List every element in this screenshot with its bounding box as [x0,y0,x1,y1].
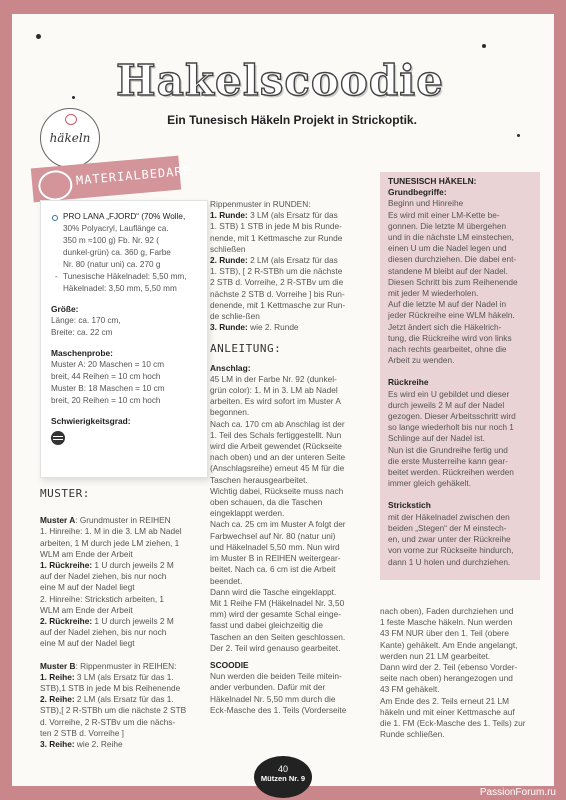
scoodie-continued-line: seite nach oben) herangezogen und [380,673,513,684]
grund-line: tung, die Rückreihe wird von links [388,332,512,343]
gauge-heading: Maschenprobe: [51,348,113,358]
anleitung-heading: ANLEITUNG: [210,342,282,356]
anschlag-line: im Muster B in REIHEN weitergear- [210,553,341,564]
anschlag-line: und Häkelnadel 5,50 mm. Nun wird [210,541,340,552]
grund-line: gonnen. Die letzte M übergehen [388,220,507,231]
scoodie-continued-line: Kante) gehäkelt. Am Ende angelangt, [380,639,518,650]
rippen-line: 1. STB) 1 STB in jede M bis Runde- [210,221,342,232]
muster-b-line: 2. Reihe: 2 LM (als Ersatz für das 1. [40,694,174,705]
bold-term: 2. Runde: [210,255,248,266]
anschlag-line: grün color): 1. M in 3. LM ab Nadel [210,385,338,396]
magazine-name: Mützen Nr. 9 [260,774,306,783]
muster-b-line: STB),1 STB in jede M bis Reihenende [40,683,181,694]
muster-a-line: eine M auf der Nadel liegt [40,582,135,593]
muster-b-line: STB),[ 2 R-STBh um die nächste 2 STB [40,705,187,716]
material-card [40,200,208,478]
anschlag-line: mm) wird der gesamte Schal einge- [210,609,341,620]
tool-line: Häkelnadel: 3,50 mm, 5,50 mm [63,284,177,293]
tool-entry [51,271,201,295]
muster-b-block [40,661,204,751]
yarn-line: PRO LANA „FJORD“ (70% Wolle, [63,212,186,221]
rippen-line: nende, mit 1 Kettmasche zur Runde [210,232,343,243]
rippen-line: denende, mit 1 Kettmasche zur Run- [210,299,346,310]
grund-line: Auf die letzte M auf der Nadel in [388,299,507,310]
grund-line: diesen durchziehen. Die dabei ent- [388,254,517,265]
rueck-line: die erste Musterreihe kann gear- [388,455,508,466]
scoodie-line: Häkelnadel Nr. 5,50 mm durch die [210,693,336,704]
badge-label: häkeln [49,131,91,145]
grund-line: einen U um die Nadel legen und [388,243,507,254]
ink-splatter [36,34,41,39]
rueck-line: beitet werden. Rückreihen werden [388,467,514,478]
anschlag-heading: Anschlag: [210,362,251,373]
grund-line: jeder Rückreihe eine WLM häkeln. [388,310,515,321]
muster-a-line: WLM am Ende der Arbeit [40,604,133,615]
bold-term: 1. Reihe: [40,671,75,682]
rippen-line: 2 STB d. Vorreihe, 2 R-STBv um die [210,277,344,288]
muster-b-line: d. Vorreihe, 2 R-STBv um die nächs- [40,716,176,727]
strick-heading: Strickstich [388,500,431,511]
scoodie-continued-line: Dann wird der 2. Teil (ebenso Vorder- [380,662,518,673]
scoodie-continued-line: Am Ende des 2. Teils erneut 21 LM [380,695,509,706]
bold-term: 1. Rückreihe: [40,560,93,571]
anschlag-line: nach oben) und an der unteren Seite [210,452,346,463]
anschlag-line: Dann wird die Tasche eingeklappt. [210,586,337,597]
rippen-line: de schlie-ßen [210,311,260,322]
anschlag-line: wird die Arbeit gewendet (Rückseite [210,441,342,452]
rueck-heading: Rückreihe [388,377,429,388]
scoodie-continued-line: 43 FM gehäkelt. [380,684,440,695]
anschlag-line: arbeiten. Es wird sofort im Muster A [210,396,341,407]
muster-heading: MUSTER: [40,487,90,500]
anschlag-line: Mit 1 Reihe FM (Häkelnadel Nr. 3,50 [210,597,345,608]
size-line: Länge: ca. 170 cm, [51,316,121,325]
muster-a-line: auf der Nadel ziehen, bis nur noch [40,571,167,582]
difficulty-heading: Schwierigkeitsgrad: [51,416,131,426]
anschlag-text [210,374,372,654]
material-banner-label: MATERIALBEDARF [75,163,192,188]
grund-text [388,198,536,366]
gauge-line: Muster A: 20 Maschen = 10 cm [51,360,165,369]
muster-b-line: 1. Reihe: 3 LM (als Ersatz für das 1. [40,671,174,682]
muster-a-line: Muster A: Grundmuster in REIHEN [40,515,171,526]
tunesisch-heading: TUNESISCH HÄKELN: [388,176,477,186]
strick-line: en, und zwar unter der Rückreihe [388,534,511,545]
middle-column [210,199,372,716]
rippen-runden-block [210,199,372,333]
rueck-line: durch jeweils 2 M auf der Nadel [388,399,505,410]
rippen-line: schließen [210,243,246,254]
anschlag-line: fasst und dabei gleichzeitig die [210,620,324,631]
scoodie-continued-line: nach oben), Faden durchziehen und [380,606,514,616]
bold-term: 2. Reihe: [40,694,75,705]
page-title: Hakelscoodie [116,56,444,105]
yarn-line: dunkel-grün) ca. 360 g, Farbe [63,248,171,257]
bold-term: 3. Runde: [210,322,248,333]
size-heading: Größe: [51,304,79,314]
grund-line: Es wird mit einer LM-Kette be- [388,209,500,220]
ink-splatter [517,134,520,137]
watermark: PassionForum.ru [479,787,556,798]
rippen-line: 1. Runde: 3 LM (als Ersatz für das [210,210,338,221]
ink-splatter [482,44,486,48]
scoodie-continued [380,606,542,740]
yarn-line: 350 m ≈100 g) Fb. Nr. 92 ( [63,236,159,245]
page-subtitle: Ein Tunesisch Häkeln Projekt in Strickoptik. [167,113,417,127]
yarn-line: Nr. 80 (natur uni) ca. 270 g [63,260,161,269]
muster-a-line: WLM am Ende der Arbeit [40,548,133,559]
anschlag-line: begonnen. [210,407,250,418]
anschlag-line: Nach ca. 25 cm im Muster A folgt der [210,519,346,530]
size-line: Breite: ca. 22 cm [51,328,113,337]
rueck-line: Schlinge auf der Nadel ist. [388,433,485,444]
rueck-line: Es wird ein U gebildet und dieser [388,388,510,399]
scoodie-continued-line: 43 FM NUR über den 1. Teil (obere [380,628,509,639]
strick-line: beiden „Stegen“ der M einstech- [388,522,507,533]
grund-line: Diesen Schritt bis zum Reihenende [388,276,518,287]
footer [0,764,566,800]
yarn-line: 30% Polyacryl, Lauflänge ca. [63,224,169,233]
rueck-line: gezogen. Dieser Arbeitsschritt wird [388,411,516,422]
scoodie-continued-line: 1 feste Masche häkeln. Nun werden [380,617,513,628]
muster-a-line: eine M auf der Nadel liegt [40,638,135,649]
rippen-line: 1. STB), [ 2 R-STBh um die nächste [210,266,343,277]
muster-a-block [40,515,204,649]
grund-line: Arbeit zu wenden. [388,355,455,366]
strick-line: dann 1 U holen und durchziehen. [388,556,511,567]
rueck-line: Nun ist die Grundreihe fertig und [388,444,508,455]
muster-a-line: 2. Hinreihe: Strickstich arbeiten, 1 [40,593,165,604]
rueck-line: immer gleich gehäkelt. [388,478,472,489]
rippen-line: Rippenmuster in RUNDEN: [210,199,311,209]
scoodie-line: Nun werden die beiden Teile mitein- [210,671,342,682]
page-number-badge [254,756,312,798]
bold-term: 1. Runde: [210,210,248,221]
bold-term: 3. Reihe: [40,739,75,750]
anschlag-line: Der 2. Teil wird genauso gearbeitet. [210,642,341,653]
rippen-line: 2. Runde: 2 LM (als Ersatz für das [210,255,338,266]
anschlag-line: 1. Teil des Schals fertiggestellt. Nun [210,429,342,440]
scoodie-heading: SCOODIE [210,659,249,670]
grund-line: Jetzt ändert sich die Häkelrich- [388,321,502,332]
yarn-entry [51,211,201,271]
bold-term: 2. Rückreihe: [40,616,93,627]
muster-a-line: arbeiten, 1 M durch jede LM ziehen, 1 [40,537,180,548]
anschlag-line: 45 LM in der Farbe Nr. 92 (dunkel- [210,373,337,384]
muster-a-line: 2. Rückreihe: 1 U durch jeweils 2 M [40,616,174,627]
anschlag-line: beendet. [210,575,243,586]
grund-line: nach rechts gearbeitet, ohne die [388,344,507,355]
page-number: 40 [277,764,288,774]
strick-line: mit der Häkelnadel zwischen den [388,511,510,522]
anschlag-line: beitet. Nach ca. 6 cm ist die Arbeit [210,564,336,575]
scoodie-continued-line: werden nun 21 LM gearbeitet. [380,650,491,661]
anschlag-line: (Anschlagsreihe) erneut 45 M für die [210,463,345,474]
rippen-line: nächste 2 STB d. Vorreihe ] bis Run- [210,288,345,299]
scoodie-text [210,671,372,716]
muster-a-line: auf der Nadel ziehen, bis nur noch [40,627,167,638]
anschlag-line: Taschen herausgearbeitet. [210,474,308,485]
grund-heading: Grundbegriffe: [388,187,447,198]
rippen-line: 3. Runde: wie 2. Runde [210,322,299,333]
scoodie-continued-line: häkeln und mit einer Kettmasche auf [380,706,515,717]
scoodie-line: ander verbunden. Dafür mit der [210,682,326,693]
anschlag-line: Taschen an den Seiten geschlossen. [210,631,346,642]
scoodie-continued-line: die 1. FM (Eck-Masche des 1. Teils) zur [380,718,526,729]
gauge-line: breit, 20 Reihen = 10 cm hoch [51,396,161,405]
tool-line: - Tunesische Häkelnadel: 5,50 mm, [63,272,187,281]
grund-line: Beginn und Hinreihe [388,198,464,209]
rueck-text [388,389,536,490]
grund-line: und in die nächste LM einstechen, [388,232,514,243]
strick-text [388,512,536,568]
grund-line: mit jeder M wiederholen. [388,288,479,299]
muster-a-line: 1. Hinreihe: 1. M in die 3. LM ab Nadel [40,526,182,537]
muster-b-line: 3. Reihe: wie 2. Reihe [40,739,123,750]
anschlag-line: eingeklappt werden. [210,508,285,519]
bold-term: Muster B [40,660,76,671]
yarn-skein-icon [37,169,73,202]
grund-line: standene M bleibt auf der Nadel. [388,265,508,276]
scoodie-line: Eck-Masche des 1. Teils (Vorderseite [210,704,347,715]
yarn-ball-icon [51,431,65,445]
scoodie-continued-line: Runde schließen. [380,729,445,740]
rueck-line: so lange wiederholt bis nur noch 1 [388,422,514,433]
muster-b-line: ten 2 STB d. Vorreihe ] [40,727,124,738]
apple-icon [65,114,77,125]
anschlag-line: Farbwechsel auf Nr. 80 (natur uni) [210,530,336,541]
strick-line: von vorne zur Rückseite hindurch, [388,545,514,556]
anschlag-line: Nach ca. 170 cm ab Anschlag ist der [210,418,345,429]
muster-column [40,488,204,750]
right-bottom-column [380,606,542,740]
muster-b-line: Muster B: Rippenmuster in REIHEN: [40,660,177,671]
gauge-line: Muster B: 18 Maschen = 10 cm [51,384,165,393]
anschlag-line: oben schauen, da die Taschen [210,497,323,508]
haekeln-badge [40,108,100,168]
muster-a-line: 1. Rückreihe: 1 U durch jeweils 2 M [40,560,174,571]
bold-term: Muster A [40,515,76,526]
anschlag-line: Wichtig dabei, Rückseite muss nach [210,485,344,496]
gauge-line: breit, 44 Reihen = 10 cm hoch [51,372,161,381]
right-column [388,176,536,568]
ink-splatter [72,96,75,99]
